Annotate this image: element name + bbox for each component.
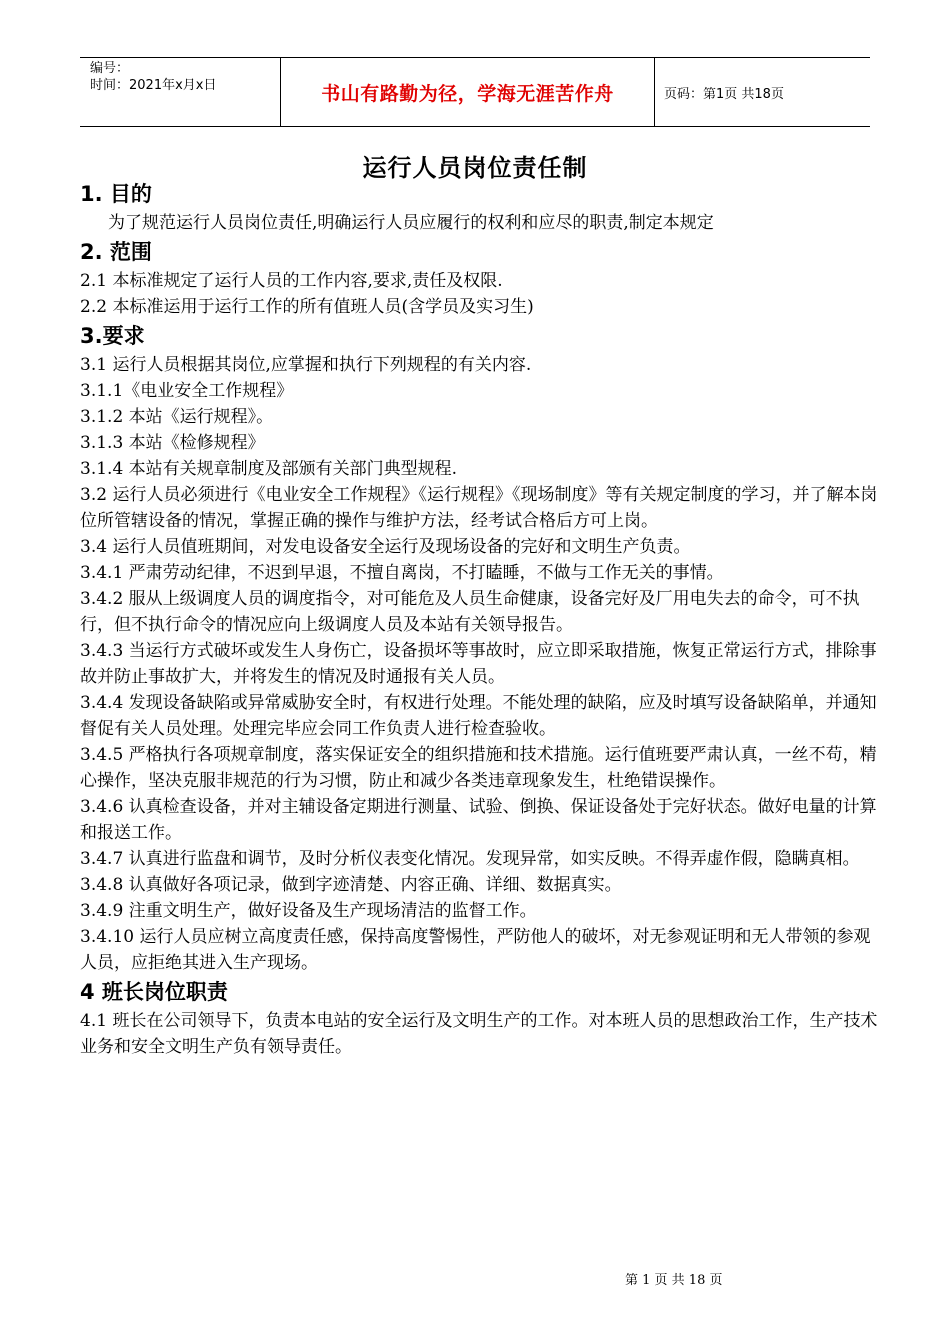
paragraph: 3.2 运行人员必须进行《电业安全工作规程》《运行规程》《现场制度》等有关规定制度的学习，并了解本岗位所管辖设备的情况，掌握正确的操作与维护方法，经考试合格后方可上岗。 [80, 485, 878, 531]
document-title: 运行人员岗位责任制 [362, 154, 588, 182]
section-heading: 2. 范围 [80, 240, 152, 264]
header-motto: 书山有路勤为径，学海无涯苦作舟 [321, 82, 614, 105]
header-page-info: 页码：第1页 共18页 [664, 86, 784, 102]
document-time-label: 时间：2021年x月x日 [90, 78, 217, 93]
paragraph: 3.4.3 当运行方式破坏或发生人身伤亡，设备损坏等事故时，应立即采取措施，恢复正常运行方式，排除事故并防止事故扩大，并将发生的情况及时通报有关人员。 [80, 641, 877, 687]
paragraph: 2.2 本标准运用于运行工作的所有值班人员(含学员及实习生) [80, 297, 534, 317]
paragraph: 3.4.4 发现设备缺陷或异常威胁安全时，有权进行处理。不能处理的缺陷，应及时填写设备缺陷单，并通知督促有关人员处理。处理完毕应会同工作负责人进行检查验收。 [80, 693, 877, 739]
header-motto-cell [280, 58, 655, 126]
document-number-label: 编号： [90, 61, 130, 76]
paragraph: 3.4.9 注重文明生产，做好设备及生产现场清洁的监督工作。 [80, 901, 537, 921]
section-heading: 1. 目的 [80, 182, 152, 206]
paragraph: 3.4.1 严肃劳动纪律，不迟到早退，不擅自离岗，不打瞌睡，不做与工作无关的事情。 [80, 563, 724, 583]
paragraph: 3.1.3 本站《检修规程》 [80, 433, 265, 453]
paragraph: 4.1 班长在公司领导下，负责本电站的安全运行及文明生产的工作。对本班人员的思想政治工作，生产技术业务和安全文明生产负有领导责任。 [80, 1011, 878, 1057]
paragraph: 3.4.10 运行人员应树立高度责任感，保持高度警惕性，严防他人的破坏，对无参观证明和无人带领的参观人员，应拒绝其进入生产现场。 [80, 927, 871, 973]
page-footer: 第 1 页 共 18 页 [625, 1273, 723, 1288]
paragraph: 3.4.7 认真进行监盘和调节，及时分析仪表变化情况。发现异常，如实反映。不得弄虚作假，隐瞒真相。 [80, 849, 860, 869]
paragraph: 为了规范运行人员岗位责任,明确运行人员应履行的权利和应尽的职责,制定本规定 [108, 213, 714, 233]
section-heading: 4 班长岗位职责 [80, 980, 228, 1004]
paragraph: 3.4.2 服从上级调度人员的调度指令，对可能危及人员生命健康，设备完好及厂用电失去的命令，可不执行，但不执行命令的情况应向上级调度人员及本站有关领导报告。 [80, 589, 860, 635]
paragraph: 3.1.1《电业安全工作规程》 [80, 381, 294, 401]
paragraph: 3.1.2 本站《运行规程》。 [80, 407, 274, 427]
paragraph: 3.4.6 认真检查设备，并对主辅设备定期进行测量、试验、倒换、保证设备处于完好状态。做好电量的计算和报送工作。 [80, 797, 877, 843]
paragraph: 3.4 运行人员值班期间，对发电设备安全运行及现场设备的完好和文明生产负责。 [80, 537, 691, 557]
header-meta [80, 58, 280, 128]
paragraph: 3.1.4 本站有关规章制度及部颁有关部门典型规程. [80, 459, 458, 479]
document-body [80, 178, 885, 1060]
document-header [80, 57, 870, 127]
paragraph: 2.1 本标准规定了运行人员的工作内容,要求,责任及权限. [80, 271, 503, 291]
section-heading: 3.要求 [80, 324, 145, 348]
paragraph: 3.1 运行人员根据其岗位,应掌握和执行下列规程的有关内容. [80, 355, 532, 375]
paragraph: 3.4.5 严格执行各项规章制度，落实保证安全的组织措施和技术措施。运行值班要严肃认真，一丝不苟，精心操作，坚决克服非规范的行为习惯，防止和减少各类违章现象发生，杜绝错误操作。 [80, 745, 877, 791]
paragraph: 3.4.8 认真做好各项记录，做到字迹清楚、内容正确、详细、数据真实。 [80, 875, 622, 895]
